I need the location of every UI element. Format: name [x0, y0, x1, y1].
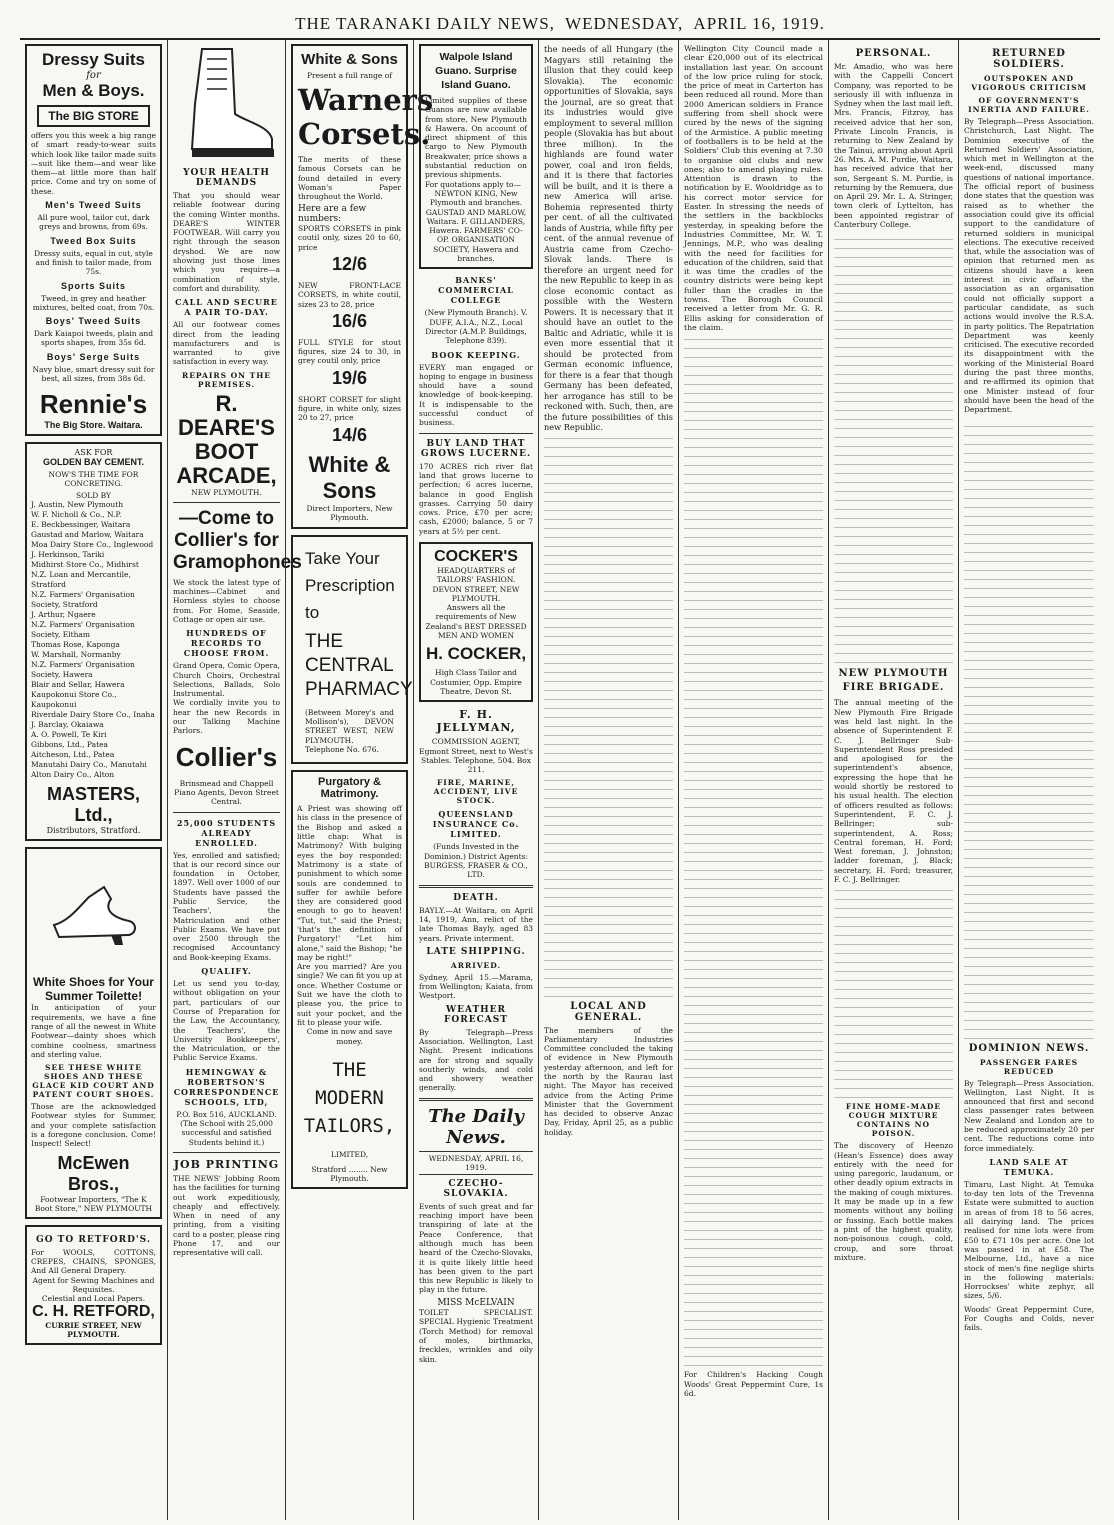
agent-entry: J. Herkinson, Tariki: [31, 550, 105, 560]
store-logo: The BIG STORE: [37, 105, 150, 127]
agent-entry: Moa Dairy Store Co., Inglewood: [31, 540, 154, 550]
agent-list: [31, 500, 156, 780]
pharmacy-ad: Take Your Prescription to THE CENTRAL PHARMACY (Between Morey's and Mollison's), DEVON STREET WEST, NEW PLYMOUTH. Telephone No. 676.: [291, 535, 408, 764]
central-pharmacy-title: THE CENTRAL PHARMACY: [305, 630, 413, 700]
boot-illustration: [177, 44, 277, 164]
ad-intro: offers you this week a big range of smart ready-to-wear suits which look like tailor made suits—suit like them—and wear like them—at little more than half price. Come and try on some of these.: [31, 131, 156, 196]
item-4: Boys' Tweed Suits Dark Kaiapoi tweeds, plain and sports shapes, from 35s 6d.: [33, 316, 154, 348]
local-news-continued: Wellington City Council made a clear £20,000 out of its electrical installation last year. On account of the low price ruling for stock, the price of meat in Carterton has been reduced all round. More than 2000 American soldiers in France suffering from shell shock were cured by the news of the signing of the Armistice. A public meeting of footballers is to be held at the Soldiers' Club this evening at 7.30 to organise old clubs and new ones; also to amend playing rules. Attention is drawn to the notification by E. Wooldridge as to his correct motor service for Easter. In stressing the needs of the settlers in the backblocks yesterday, in speaking before the Industries Committee, Mr. W. T. Jennings, M.P., who was dealing with the need for facilities for education of the children, said that it was time the cradles of the country districts were being kept fuller than the cradles in the towns. The Borough Council received a letter from Mr. G. R. Ellis asking for consideration of the claim.: [684, 44, 824, 332]
agent-entry: J. Barclay, Okaiawa: [31, 720, 104, 730]
column-6: Wellington City Council made a clear £20,000 out of its electrical installation last year. On account of the low price ruling for stock, the price of meat in Carterton has been reduced all round. More than 2000 American soldiers in France suffering from shell shock were cured by the news of the signing of the Armistice. A public meeting of footballers is to be held at the Soldiers' Club this evening at 7.30 to organise old clubs and new ones; also to amend playing rules. Attention is drawn to the notification by E. Wooldridge as to his correct motor service for Easter. In stressing the needs of the settlers in the backblocks yesterday, in speaking before the Industries Committee, Mr. W. T. Jennings, M.P., who was dealing with the need for facilities for education of the children, said that it was time the cradles of the country districts were being kept fuller than the cradles in the towns. The Borough Council received a letter from Mr. G. R. Ellis asking for consideration of the claim. For Children's Hacking Cough Woods' Great Peppermint Cure, 1s 6d.: [679, 40, 829, 1520]
daily-news-title: The Daily News.: [428, 1105, 524, 1148]
item-1: Men's Tweed Suits All pure wool, tailor cut, dark greys and browns, from 69s.: [37, 200, 150, 232]
masthead-paper: THE TARANAKI DAILY NEWS,: [295, 14, 555, 33]
column-1: [20, 40, 168, 1520]
column-4: Walpole Island Guano. Surprise Island Guano. Limited supplies of these Guanos are now available from store, New Plymouth & Hawera. On account of direct shipment of this cargo to New Plymouth Breakwater, price shows a substantial reduction on previous shipments. For quotations apply to— NEWTON KING, New Plymouth and branches. GAUSTAD AND MARLOW, Waitara. F. GILLANDERS, Hawera. FARMERS' CO-OP. ORGANISATION SOCIETY, Hawera and branches. BANKS' COMMERCIAL COLLEGE (New Plymouth Branch). V. DUFF, A.I.A., N.Z., Local Director (A.M.P. Buildings, Telephone 839). BOOK KEEPING. EVERY man engaged or hoping to engage in business should have a sound knowledge of book-keeping. It is indispensable to the successful conduct of business. BUY LAND THAT GROWS LUCERNE. 170 ACRES rich river flat land that grows lucerne to perfection; 6 acres lucerne, balance in good English grasses. Carrying 50 dairy cows. Price, £70 per acre; cash, £2000; balance, 5 or 7 years at 5½ per cent. COCKER'S HEADQUARTERS of TAILORS' FASHION. DEVON STREET, NEW PLYMOUTH. Answers all the requirements of New Zealand's BEST DRESSED MEN AND WOMEN H. COCKER, High Class Tailor and Costumier, Opp. Empire Theatre, Devon St. F. H. JELLYMAN, COMMISSION AGENT, Egmont Street, next to West's Stables. Telephone, 504. Box 211. FIRE, MARINE, ACCIDENT, LIVE STOCK. QUEENSLAND INSURANCE Co. LIMITED. (Funds Invested in the Dominion.) District Agents: BURGESS, FRASER & CO., LTD. DEATH. BAYLY.—At Waitara, on April 14, 1919, Ann, relict of the late Thomas Bayly, aged 83 years. Private interment. LATE SHIPPING. ARRIVED. Sydney, April 15.—Marama, from Wellington; Kaiata, from Westport. WEATHER FORECAST By Telegraph—Press Association. Wellington, Last Night. Present indications are for strong and squally southerly winds, and cold and showery weather generally. The Daily News. WEDNESDAY, APRIL 16, 1919. CZECHO-SLOVAKIA. Events of such great and far reaching import have been transpiring of late at the Peace Conference, that although much has been heard of the Czecho-Slovaks, it is quite likely little heed has been given to the part this new Republic is likely to play in the future. MISS McELVAIN TOILET SPECIALIST. SPECIAL Hygienic Treatment (Torch Method) for removal of moles, birthmarks, freckles, wrinkles and oily skin.: [414, 40, 539, 1520]
shoe-illustration: [49, 857, 139, 967]
cement-ad: ASK FOR GOLDEN BAY CEMENT. NOW'S THE TIME FOR CONCRETING. SOLD BY J. Austin, New Plymouth W. F. Nicholl & Co., N.P. E. Beckbessinger, Waitara Gaustad and Marlow, Waitara Moa Dairy Store Co., Inglewood J. Herkinson, Tariki Midhirst Store Co., Midhirst N.Z. Loan and Mercantile, Stratford N.Z. Farmers' Organisation Society, Stratford J. Arthur, Ngaere N.Z. Farmers' Organisation Society, Eltham Thomas Rose, Kaponga W. Marshall, Normanby N.Z. Farmers' Organisation Society, Hawera Blair and Sellar, Hawera Kaupokonui Store Co., Kaupokonui Riverdale Dairy Store Co., Inaha J. Barclay, Okaiawa A. O. Powell, Te Kiri Gibbons, Ltd., Patea Aitcheson, Ltd., Patea Manutahi Dairy Co., Manutahi Alton Dairy Co., Alton MASTERS, Ltd., Distributors, Stratford.: [25, 442, 162, 841]
agent-entry: N.Z. Farmers' Organisation Society, Eltham: [31, 620, 135, 640]
item-2: Tweed Box Suits Dressy suits, equal in cut, style and finish to tailor made, from 75s.: [34, 235, 153, 277]
warners-title: Warners Corsets.: [298, 83, 434, 151]
agent-entry: Gibbons, Ltd., Patea: [31, 740, 109, 750]
collier-heading: —Come to Collier's for Gramophones: [173, 507, 302, 573]
column-2: YOUR HEALTH DEMANDS That you should wear reliable footwear during the coming Winter months. DEARE'S WINTER FOOTWEAR. Will carry you right through the season dryshod. We are now showing just those lines which you require—a combination of style, comfort and durability. CALL AND SECURE A PAIR TO-DAY. All our footwear comes direct from the leading manufacturers and is warranted to give satisfaction in every way. REPAIRS ON THE PREMISES. R. DEARE'S BOOT ARCADE, NEW PLYMOUTH. —Come to Collier's for Gramophones We stock the latest type of machines—Cabinet and Hornless styles to choose from. For Home, Seaside, Cottage or open air use. HUNDREDS OF RECORDS TO CHOOSE FROM. Grand Opera, Comic Opera, Church Choirs, Orchestral Selections, Ballads, Solo Instrumental. We cordially invite you to hear the new Records in our Talking Machine Parlors. Collier's Brinsmead and Chappell Piano Agents, Devon Street Central. 25,000 STUDENTS ALREADY ENROLLED. Yes, enrolled and satisfied; that is our record since our foundation in October, 1897. Well over 1000 of our Students have passed the Public Service, the Teachers', the Matriculation and other Public Exams. We have put over 2500 through the recognised Accountancy and Book-keeping Exams. QUALIFY. Let us send you to-day, without obligation on your part, particulars of our Course of Preparation for the Law, the Accountancy, the Teachers', the University Bookkeepers', the Matriculation, or the Public Service Exams. HEMINGWAY & ROBERTSON'S CORRESPONDENCE SCHOOLS, LTD, P.O. Box 516, AUCKLAND. (The School with 25,000 successful and satisfied Students behind it.) JOB PRINTING THE NEWS' Jobbing Room has the facilities for turning out work expeditiously, cheaply and effectively. When in need of any printing, from a visiting card to a poster, please ring Phone 17, and our representative will call.: [168, 40, 286, 1520]
agent-entry: Midhirst Store Co., Midhirst: [31, 560, 139, 570]
white-shoes-ad: White Shoes for Your Summer Toilette! In anticipation of your requirements, we have a fine range of all the newest in White Footwear—dainty shoes which combine coolness, smartness and sterling value. SEE THESE WHITE SHOES AND THESE GLACE KID COURT AND PATENT COURT SHOES. Those are the acknowledged Footwear styles for Summer, and your complete satisfaction is a foregone conclusion. Come! Inspect! Select! McEwen Bros., Footwear Importers, "The K Boot Store," NEW PLYMOUTH: [25, 847, 162, 1218]
masthead-date: APRIL 16, 1919.: [693, 14, 825, 33]
cocker-ad: COCKER'S HEADQUARTERS of TAILORS' FASHION. DEVON STREET, NEW PLYMOUTH. Answers all the requirements of New Zealand's BEST DRESSED MEN AND WOMEN H. COCKER, High Class Tailor and Costumier, Opp. Empire Theatre, Devon St.: [419, 542, 533, 702]
mcewen-logo: McEwen Bros.,: [57, 1152, 130, 1194]
agent-entry: Thomas Rose, Kaponga: [31, 640, 120, 650]
agent-entry: Manutahi Dairy Co., Manutahi: [31, 760, 147, 770]
agent-entry: W. Marshall, Normanby: [31, 650, 121, 660]
masters-logo: MASTERS, Ltd.,: [46, 784, 140, 826]
ad-for: for: [86, 70, 101, 81]
retford-ad: GO TO RETFORD'S. For WOOLS, COTTONS, CREPES, CHAINS, SPONGES, And All General Drapery. Agent for Sewing Machines and Requisites. Celestial and Local Papers. C. H. RETFORD, CURRIE STREET, NEW PLYMOUTH.: [25, 1225, 162, 1346]
column-5: the needs of all Hungary (the Magyars still retaining the illusion that they could keep Slovakia). The economic opportunities of Slovakia, says the journal, are so great that its industries would give employment to several million people (Slovakia has but about three million). In the highlands are found water power, coal and iron fields, and it is there that factories will be built, and it is there a new America will arise. Bohemia represented thirty per cent. of all the cultivated lands of Austria, while fifty per cent. of the annual revenue of Austria came from Czecho-Slovak lands. There is therefore an urgent need for the new Republic to keep in as close economic contact as possible with the Western Powers. It is necessary that it should have an outlet to the Baltic and Adriatic, while it is even more essential that it should be protected from German economic influence, for there is a fear that though Germany has been defeated, her arrogance has still to be reckoned with. Such, then, are the future possibilities of this new Republic. LOCAL AND GENERAL. The members of the Parliamentary Industries Committee concluded the taking of evidence in New Plymouth yesterday afternoon, and left for the north by the Raurau last night. The Mayor has received advice from the Acting Prime Minister that the Government has decided to observe Anzac Day, Friday, April 25, as a public holiday.: [539, 40, 679, 1520]
agent-entry: Blair and Sellar, Hawera: [31, 680, 125, 690]
agent-entry: W. F. Nicholl & Co., N.P.: [31, 510, 122, 520]
item-5: Boys' Serge Suits Navy blue, smart dressy suit for best, all sizes, from 38s 6d.: [32, 351, 155, 384]
agent-entry: Kaupokonui Store Co., Kaupokonui: [31, 690, 117, 710]
column-3: [286, 40, 434, 1520]
masthead: [20, 10, 1100, 40]
white-sons-logo: White & Sons: [308, 451, 391, 503]
column-7: PERSONAL. Mr. Amadio, who was here with the Cappelli Concert Company, was reported to be seriously ill with influenza in Sydney when the last mail left. Mrs. Francis, Fitzroy, has received advice that her son, Private Lincoln Francis, is returning to New Zealand by the Tainui, arriving about April 26. Mrs. A. M. Purdie, Waitara, has received advice that her son, Sergeant S. M. Purdie, is returning by the Remuera, due on April 29. Mr. L. A. Stringer, town clerk of Lyttelton, has been appointed registrar of Canterbury College. NEW PLYMOUTH FIRE BRIGADE. The annual meeting of the New Plymouth Fire Brigade was held last night. In the absence of Superintendent F. C. J. Bellringer Sub-Superintendent Ross presided and apologised for the superintendent's absence, expressing the hope that he would shortly be restored to his usual health. The election of officers resulted as follows: Superintendent, F. C. J. Bellringer; sub-superintendent, A. Ross; Central foreman, H. Ford; West foreman, J. Johnston; ladder foreman, J. Black; secretary, H. Ford; treasurer, F. C. J. Bellringer. FINE HOME-MADE COUGH MIXTURE CONTAINS NO POISON. The discovery of Heenzo (Hean's Essence) does away entirely with the need for using paregoric, laudanum, or other deadly opium extracts in the making of cough mixtures. It may be made up in a few moments without any boiling or fussing. Each bottle makes a pint of the highest quality, non-poisonous cough, cold, croup, and sore throat mixture.: [829, 40, 959, 1520]
modern-tailors-ad: Purgatory & Matrimony. A Priest was showing off his class in the presence of the Bishop and asked a little chap: What is Matrimony? With bulging eyes the boy responded: Matrimony is a state of punishment to which some souls are condemned to suffer for awhile before they are considered good enough to go to heaven! "Tut, tut," said the Priest; 'that's the definition of Purgatory!' "Let him alone," said the Bishop; "he may be right!" Are you married? Are you single? We can fit you up at once. Whether Costume or Suit we have the cloth to please you, the price to suit your pocket, and the fit to please your wife. Come in now and save money. THE MODERN TAILORS, LIMITED, Stratford ........ New Plymouth.: [291, 770, 408, 1189]
text-continuation: [834, 233, 953, 663]
text-continuation: [964, 419, 1094, 1039]
agent-entry: Riverdale Dairy Store Co., Inaha: [31, 710, 155, 720]
guano-ad: Walpole Island Guano. Surprise Island Guano. Limited supplies of these Guanos are now available from store, New Plymouth & Hawera. On account of direct shipment of this cargo to New Plymouth Breakwater, price shows a substantial reduction on previous shipments. For quotations apply to— NEWTON KING, New Plymouth and branches. GAUSTAD AND MARLOW, Waitara. F. GILLANDERS, Hawera. FARMERS' CO-OP. ORGANISATION SOCIETY, Hawera and branches.: [419, 44, 533, 269]
text-continuation: [684, 336, 823, 1366]
big-store-ad: [25, 44, 162, 436]
text-continuation: [834, 888, 953, 1098]
agent-entry: N.Z. Loan and Mercantile, Stratford: [31, 570, 131, 590]
ad-heading: Dressy Suits: [42, 50, 145, 69]
agent-entry: J. Austin, New Plymouth: [31, 500, 124, 510]
agent-entry: E. Beckbessinger, Waitara: [31, 520, 131, 530]
agent-entry: Gaustad and Marlow, Waitara: [31, 530, 144, 540]
text-continuation: [544, 437, 673, 997]
agent-entry: N.Z. Farmers' Organisation Society, Hawera: [31, 660, 135, 680]
agent-entry: Aitcheson, Ltd., Patea: [31, 750, 115, 760]
agent-entry: J. Arthur, Ngaere: [31, 610, 96, 620]
modern-tailors-logo: THE MODERN TAILORS,: [303, 1058, 396, 1137]
agent-entry: N.Z. Farmers' Organisation Society, Stratford: [31, 590, 135, 610]
collier-logo: Collier's: [175, 741, 278, 772]
agent-entry: A. O. Powell, Te Kiri: [31, 730, 107, 740]
white-sons-ad: White & Sons Present a full range of Warners Corsets. The merits of these famous Corsets can be found detailed in every Woman's Paper throughout the World. Here are a few numbers: SPORTS CORSETS in pink coutil only, sizes 20 to 60, price 12/6 NEW FRONT-LACE CORSETS, in white coutil, sizes 23 to 28, price 16/6 FULL STYLE for stout figures, size 24 to 30, in grey coutil only, price 19/6 SHORT CORSET for slight figure, in white only, sizes 20 to 27, price 14/6 White & Sons Direct Importers, New Plymouth.: [291, 44, 408, 529]
rennie-logo: Rennie's: [39, 389, 148, 420]
ad-heading-2: Men & Boys.: [42, 81, 145, 100]
czech-article-continued: the needs of all Hungary (the Magyars still retaining the illusion that they could keep Slovakia). The economic opportunities of Slovakia, says the journal, are so great that its industries would give employment to several million people (Slovakia has but about three million). In the highlands are found water power, coal and iron fields, and it is there that factories will be built, and it is there a new America will arise. Bohemia represented thirty per cent. of all the cultivated lands of Austria, while fifty per cent. of the annual revenue of Austria came from Czecho-Slovak lands. There is therefore an urgent need for the new Republic to keep in as close economic contact as possible with the Western Powers. It is necessary that it should have an outlet to the Baltic and Adriatic, while it is even more essential that it should be protected from German economic influence, for there is a fear that though Germany has been defeated, her arrogance has still to be reckoned with. Such, then, are the future possibilities of this new Republic.: [544, 44, 673, 432]
deare-logo: R. DEARE'S BOOT ARCADE,: [176, 390, 277, 488]
masthead-day: WEDNESDAY,: [565, 14, 684, 33]
rennie-sub: The Big Store. Waitara.: [44, 420, 143, 431]
column-8: RETURNED SOLDIERS. OUTSPOKEN AND VIGOROUS CRITICISM OF GOVERNMENT'S INERTIA AND FAILURE. By Telegraph—Press Association. Christchurch, Last Night. The Dominion executive of the Returned Soldiers' Association, which met in Wellington at the week-end, discussed many questions of national importance. The official report of business done states that the question was raised as to whether the association could give its official support to the candidature of returned soldiers in municipal elections. The executive received that, while the association was of opinion that returned men as citizens should have a keen interest in civic affairs, the association as an organisation could not officially support a particular candidate, as such actions would involve the R.S.A. in party politics. The Repatriation Department was keenly criticised. The executive recorded its disappointment with the working of the Ministerial Board during the past three months, and re-affirmed its opinion that one Minister instead of four should have been the head of the Department. DOMINION NEWS. PASSENGER FARES REDUCED By Telegraph—Press Association. Wellington, Last Night. It is announced that first and second class passenger rates between New Zealand and London are to be reduced approximately 20 per cent. The reductions come into force immediately. LAND SALE AT TEMUKA. Timaru, Last Night. At Temuka to-day ten lots of the Trevenna Estate were submitted to auction in areas of from 18 to 56 acres, all dairying land. The prices realised for nine lots were from £50 to £71 10s per acre. One lot was passed in at £58. The Melbourne, Ltd., have a nice stock of men's fine neglige shirts in the following materials: Horrockses' white zephyr, all sizes, 5/6. Woods' Great Peppermint Cure, For Coughs and Colds, never fails.: [964, 48, 1094, 1333]
agent-entry: Alton Dairy Co., Alton: [31, 770, 115, 780]
item-3: Sports Suits Tweed, in grey and heather mixtures, belted coat, from 70s.: [32, 280, 155, 312]
